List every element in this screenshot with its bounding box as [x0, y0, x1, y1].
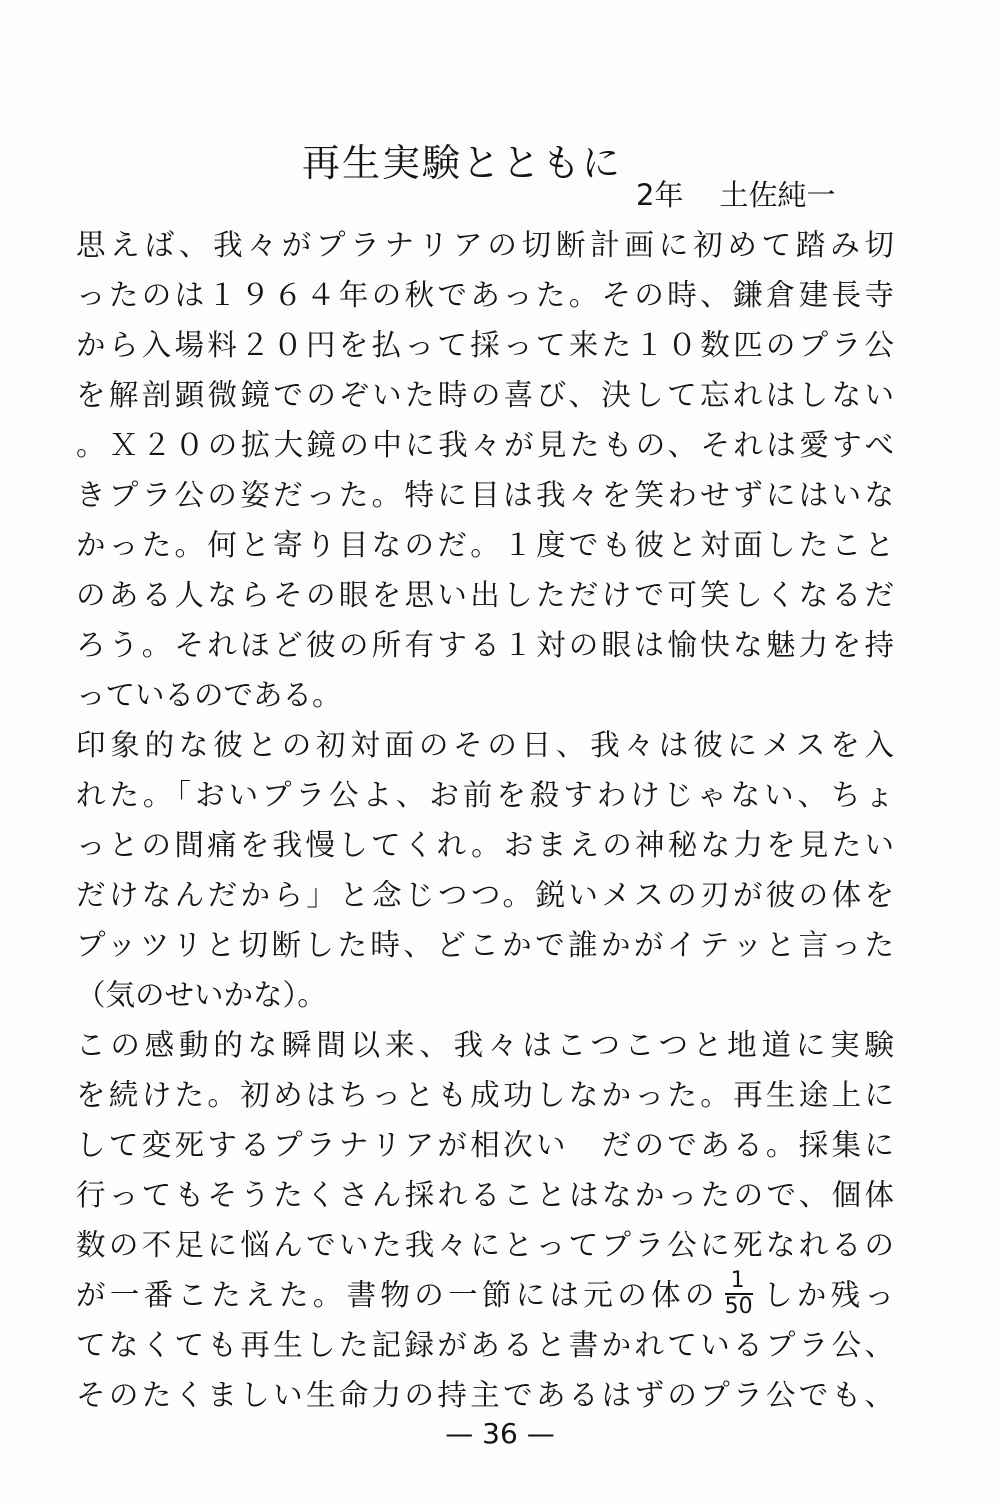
text-line: この感動的な瞬間以来、我々はこつこつと地道に実験 [76, 1028, 894, 1062]
article-title: 再生実験とともに [302, 141, 623, 185]
fraction-denominator: 50 [724, 1293, 753, 1319]
text-segment: が一番こたえた。書物の一節には元の体の [76, 1278, 719, 1312]
text-line: 数の不足に悩んでいた我々にとってプラ公に死なれるの [76, 1228, 894, 1262]
text-segment: しか残っ [758, 1278, 894, 1312]
text-line: れた。「おいプラ公よ、お前を殺すわけじゃない、ちょ [76, 778, 894, 812]
text-line: （気のせいかな）。 [76, 978, 327, 1012]
text-line-with-fraction [76, 1267, 894, 1320]
text-line: して変死するプラナリアが相次い だのである。採集に [76, 1128, 894, 1162]
text-line: そのたくましい生命力の持主であるはずのプラ公でも、 [76, 1378, 894, 1412]
text-line: から入場料２０円を払って採って来た１０数匹のプラ公 [76, 328, 894, 362]
text-line: ったのは１９６４年の秋であった。その時、鎌倉建長寺 [76, 278, 894, 312]
text-line: 行ってもそうたくさん採れることはなかったので、個体 [76, 1178, 894, 1212]
text-line: プッツリと切断した時、どこかで誰かがイテッと言った [76, 928, 894, 962]
text-line: だけなんだから」と念じつつ。鋭いメスの刃が彼の体を [76, 878, 894, 912]
text-line: きプラ公の姿だった。特に目は我々を笑わせずにはいな [76, 478, 894, 512]
author-line [636, 175, 835, 215]
text-line: ろう。それほど彼の所有する１対の眼は愉快な魅力を持 [76, 628, 894, 662]
author-name: 土佐純一 [719, 178, 836, 212]
fraction [724, 1267, 753, 1319]
text-line: てなくても再生した記録があると書かれているプラ公、 [76, 1328, 894, 1362]
text-line: かった。何と寄り目なのだ。１度でも彼と対面したこと [76, 528, 894, 562]
text-line: 思えば、我々がプラナリアの切断計画に初めて踏み切 [76, 228, 894, 262]
text-line: を続けた。初めはちっとも成功しなかった。再生途上に [76, 1078, 894, 1112]
text-line: 。Ｘ２０の拡大鏡の中に我々が見たもの、それは愛すべ [76, 428, 894, 462]
text-line: っとの間痛を我慢してくれ。おまえの神秘な力を見たい [76, 828, 894, 862]
fraction-numerator: 1 [725, 1270, 753, 1295]
text-line: 印象的な彼との初対面のその日、我々は彼にメスを入 [76, 728, 894, 762]
text-line: を解剖顕微鏡でのぞいた時の喜び、決して忘れはしない [76, 378, 894, 412]
page-number: — 36 — [445, 1417, 555, 1450]
author-grade: 2年 [636, 178, 684, 212]
text-line: っているのである。 [76, 678, 342, 712]
text-line: のある人ならその眼を思い出しただけで可笑しくなるだ [76, 578, 894, 612]
